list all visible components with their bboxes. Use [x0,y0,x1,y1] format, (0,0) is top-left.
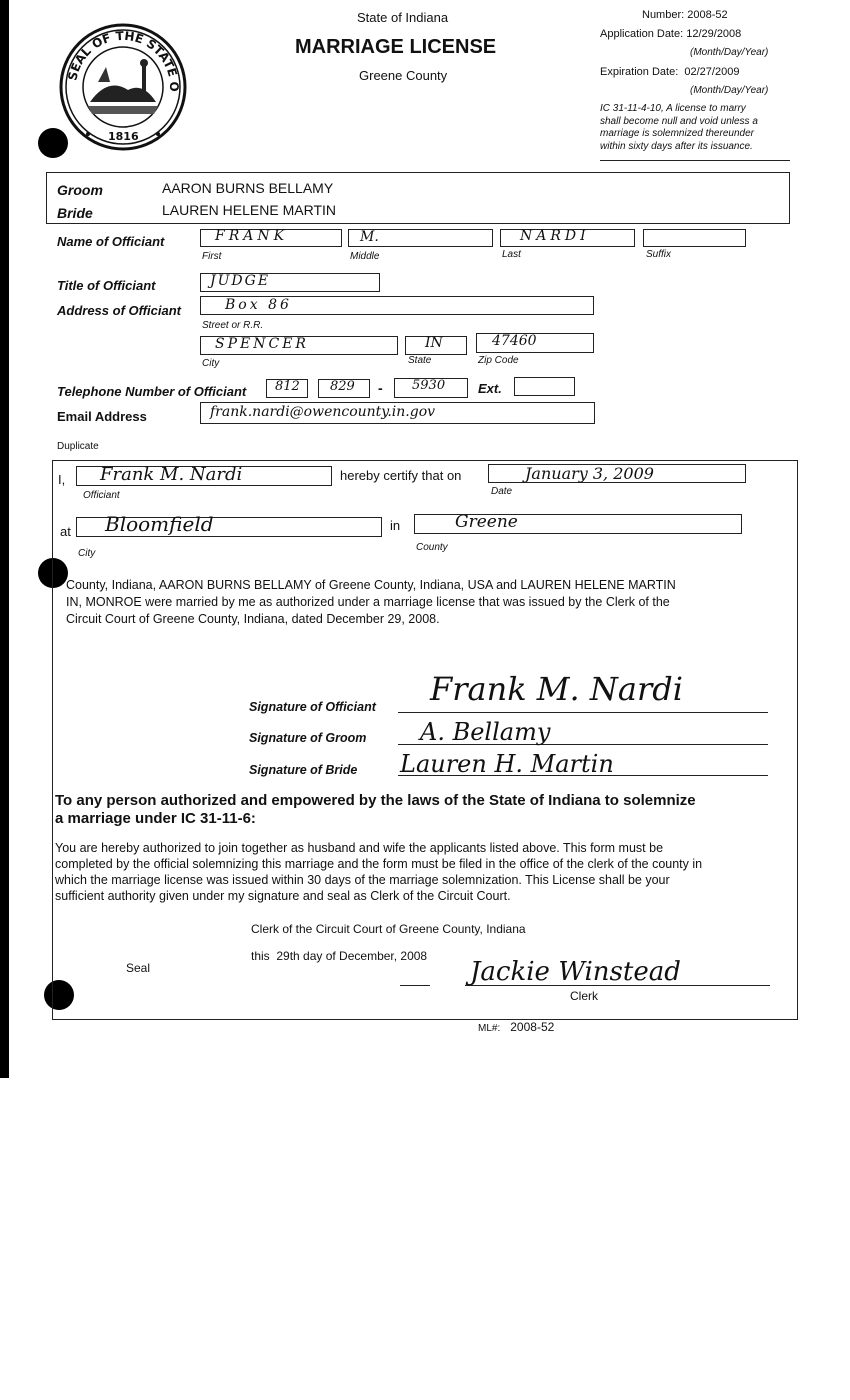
certify-text: hereby certify that on [340,468,462,483]
zip-label: Zip Code [478,355,519,366]
clerk-of-court-line: Clerk of the Circuit Court of Greene County, Indiana [251,922,526,936]
sig-groom: A. Bellamy [420,718,551,746]
expiration-date: Expiration Date: 02/27/2009 [600,66,740,78]
in-label: in [390,518,401,533]
city-value: SPENCER [215,336,309,352]
last-label: Last [502,249,521,260]
phone-line-value: 5930 [412,378,446,393]
officiant-suffix-field[interactable] [643,229,746,247]
city-marriage-value: Bloomfield [105,512,214,536]
officiant-title-value: JUDGE [210,273,271,289]
ext-label: Ext. [478,381,502,396]
officiant-certify-value: Frank M. Nardi [100,464,243,485]
officiant-name-label: Name of Officiant [57,234,165,249]
officiant-label: Officiant [83,490,120,501]
groom-name: AARON BURNS BELLAMY [162,180,334,196]
duplicate-label: Duplicate [57,441,99,452]
divider [600,160,790,161]
ml-number: ML#: 2008-52 [478,1020,555,1034]
seal-text: SEAL OF THE STATE O [65,28,182,92]
sig-officiant-label: Signature of Officiant [249,700,376,714]
parties-box [46,172,790,224]
street-value: Box 86 [225,297,292,313]
officiant-first-value: FRANK [215,228,289,244]
seal-label: Seal [126,961,151,975]
ext-field[interactable] [514,377,575,396]
street-label: Street or R.R. [202,320,264,331]
date-label: Date [491,486,513,497]
date-format-note: (Month/Day/Year) [690,47,769,58]
city-label: City [202,358,220,369]
county-marriage-label: County [416,542,448,553]
clerk-sig-line [400,985,430,986]
date-value: January 3, 2009 [525,464,654,483]
city-marriage-label: City [78,548,96,559]
authorization-body: You are hereby authorized to join together as husband and wife the applicants listed above. This form must be completed by the official solemnizing this marriage and the form must be filed in the office of the clerk of the county in which the marriage license was issued within 30 days of the marriage solemnization. This License shall be your sufficient authority given under my signature and seal as Clerk of the Circuit Court. [55,841,703,903]
certificate-paragraph: County, Indiana, AARON BURNS BELLAMY of Greene County, Indiana, USA and LAUREN HELENE MARTIN IN, MONROE were married by me as authorized under a marriage license that was issued by the Clerk of the Circuit Court of Greene County, Indiana, dated December 29, 2008. [66,578,676,626]
sig-groom-label: Signature of Groom [249,731,367,745]
license-number: Number: 2008-52 [642,9,728,21]
scan-edge-bar [0,0,9,1078]
seal-year: 1816 [108,130,139,143]
phone-dash: - [378,380,383,396]
middle-label: Middle [350,251,380,262]
authorization-heading: To any person authorized and empowered by the laws of the State of Indiana to solemnize a marriage under IC 31-11-6: [55,792,696,827]
page-title: MARRIAGE LICENSE [295,36,497,58]
bride-name: LAUREN HELENE MARTIN [162,202,337,218]
suffix-label: Suffix [646,249,672,260]
county-marriage-value: Greene [455,512,518,532]
state-name: State of Indiana [357,10,449,25]
statute-note: IC 31-11-4-10, A license to marry shall become null and void unless a marriage is solemnized thereunder within sixty days after its issuance. [600,103,758,152]
at-label: at [60,524,71,539]
first-label: First [202,251,222,262]
application-date: Application Date: 12/29/2008 [600,28,742,40]
clerk-signature: Jackie Winstead [470,957,681,987]
state-seal-icon [58,22,188,152]
clerk-label: Clerk [570,989,599,1003]
groom-label: Groom [57,182,103,198]
officiant-title-label: Title of Officiant [57,278,156,293]
sig-bride-label: Signature of Bride [249,763,358,777]
phone-prefix-value: 829 [330,379,355,394]
email-value: frank.nardi@owencounty.in.gov [210,404,436,420]
sig-bride: Lauren H. Martin [400,750,614,778]
date-format-note: (Month/Day/Year) [690,85,769,96]
officiant-address-label: Address of Officiant [57,303,182,318]
state-label: State [408,355,432,366]
officiant-last-value: NARDI [520,228,590,244]
phone-area-value: 812 [275,379,300,394]
bride-label: Bride [57,205,93,221]
phone-label: Telephone Number of Officiant [57,384,247,399]
sig-officiant: Frank M. Nardi [430,670,683,708]
i-label: I, [58,472,66,487]
state-value: IN [425,335,443,351]
zip-value: 47460 [492,333,537,349]
email-label: Email Address [57,409,147,424]
officiant-middle-value: M. [360,229,379,245]
sig-officiant-line [398,712,768,713]
county-name: Greene County [359,68,448,83]
issue-day-line: this 29th day of December, 2008 [251,949,428,963]
